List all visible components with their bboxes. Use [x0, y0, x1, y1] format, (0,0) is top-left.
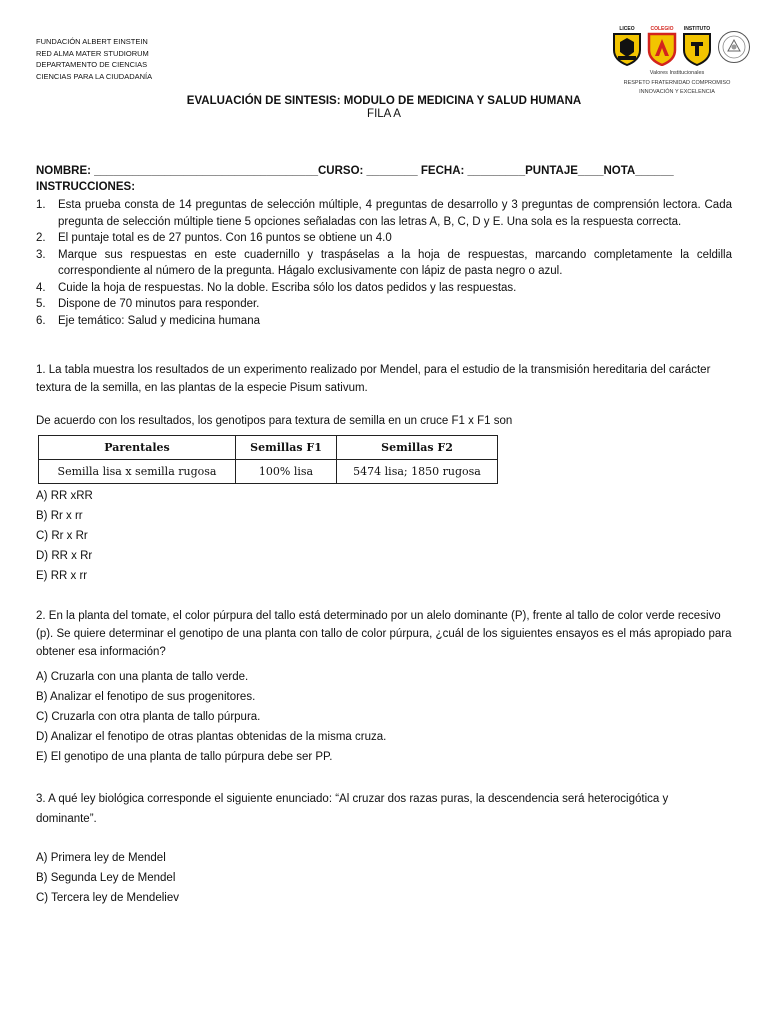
alma-mater-seal	[717, 26, 747, 66]
colegio-shield-icon	[647, 32, 677, 66]
page-title: EVALUACIÓN DE SINTESIS: MODULO DE MEDICINA Y SALUD HUMANA	[186, 95, 582, 107]
page-subtitle: FILA A	[367, 108, 401, 120]
liceo-shield-icon	[612, 32, 642, 66]
question-3-options	[36, 848, 179, 908]
school-logos	[606, 24, 748, 100]
instruction-text: Esta prueba consta de 14 preguntas de selección múltiple, 4 preguntas de desarrollo y 3 preguntas de comprensión lectora. Cada pregunta de selección múltiple tiene 5 opciones señaladas con las letras A, B, C, D y E. Una sola es la respuesta correcta.	[58, 199, 732, 228]
instruction-item	[36, 313, 732, 330]
answer-option: B) Segunda Ley de Mendel	[36, 872, 176, 884]
question-2-options	[36, 667, 386, 767]
answer-option: C) Tercera ley de Mendeliev	[36, 892, 179, 904]
institution-header	[36, 36, 152, 82]
answer-option: D) RR x Rr	[36, 550, 93, 562]
instruction-number: 1.	[36, 199, 46, 211]
instruction-item	[36, 197, 732, 230]
question-3-text: 3. A qué ley biológica corresponde el siguiente enunciado: “Al cruzar dos razas puras, la descendencia será heterocigótica y dominante”.	[36, 793, 669, 825]
answer-option: A) Primera ley de Mendel	[36, 852, 166, 864]
answer-option: B) Rr x rr	[36, 510, 83, 522]
instituto-shield-icon	[682, 32, 712, 66]
answer-option: D) Analizar el fenotipo de otras plantas obtenidas de la misma cruza.	[36, 731, 387, 743]
institution-line: FUNDACIÓN ALBERT EINSTEIN	[36, 37, 148, 46]
instruction-number: 3.	[36, 248, 46, 261]
logo-caption: COLEGIO	[650, 26, 674, 32]
table-row	[39, 460, 498, 484]
instruction-text: Cuide la hoja de respuestas. No la doble. Escriba sólo los datos pedidos y las respuestas.	[58, 281, 517, 294]
logo-caption: INSTITUTO	[683, 26, 711, 32]
student-info-line: NOMBRE: ___________________________________CURSO: ________ FECHA: _________PUNTAJE____NOTA______	[36, 165, 674, 177]
instructions-title: INSTRUCCIONES:	[36, 181, 136, 193]
instruction-item	[36, 247, 732, 280]
answer-option: C) Cruzarla con otra planta de tallo púrpura.	[36, 711, 261, 723]
instruction-item	[36, 230, 732, 247]
values-line: RESPETO FRATERNIDAD COMPROMISO	[623, 79, 731, 86]
table-header-cell: Parentales	[39, 436, 236, 460]
question-1-text: 1. La tabla muestra los resultados de un experimento realizado por Mendel, para el estudio de la transmisión hereditaria del carácter textura de la semilla, en las plantas de la especie Pisum sativum.	[36, 364, 711, 394]
instruction-number: 4.	[36, 281, 46, 294]
mendel-results-table	[38, 435, 498, 484]
institution-line: RED ALMA MATER STUDIORUM	[36, 48, 149, 58]
instruction-number: 2.	[36, 232, 46, 244]
answer-option: A) RR xRR	[36, 490, 93, 502]
instituto-logo	[682, 26, 712, 66]
table-cell: 100% lisa	[236, 460, 337, 484]
instruction-text: Eje temático: Salud y medicina humana	[58, 314, 260, 327]
instruction-item	[36, 280, 732, 297]
institution-line: CIENCIAS PARA LA CIUDADANÍA	[36, 71, 153, 81]
table-cell: 5474 lisa; 1850 rugosa	[337, 460, 498, 484]
table-header-cell: Semillas F2	[337, 436, 498, 460]
values-line: INNOVACIÓN Y EXCELENCIA	[639, 89, 715, 95]
answer-option: A) Cruzarla con una planta de tallo verde.	[36, 671, 249, 683]
table-header-cell: Semillas F1	[236, 436, 337, 460]
instruction-number: 5.	[36, 298, 46, 310]
instruction-text: El puntaje total es de 27 puntos. Con 16 puntos se obtiene un 4.0	[58, 232, 392, 244]
liceo-logo	[612, 26, 642, 66]
answer-option: E) El genotipo de una planta de tallo púrpura debe ser PP.	[36, 751, 333, 763]
colegio-logo	[647, 26, 677, 66]
question-1-intro: De acuerdo con los resultados, los genotipos para textura de semilla en un cruce F1 x F1 son	[36, 415, 513, 427]
instruction-text: Dispone de 70 minutos para responder.	[58, 298, 260, 310]
institution-line: DEPARTAMENTO DE CIENCIAS	[36, 60, 148, 69]
instructions-list	[36, 197, 732, 329]
table-header-row	[39, 436, 498, 460]
answer-option: B) Analizar el fenotipo de sus progenitores.	[36, 691, 256, 703]
answer-option: E) RR x rr	[36, 570, 88, 582]
answer-option: C) Rr x Rr	[36, 530, 88, 542]
instruction-text: Marque sus respuestas en este cuadernillo y traspáselas a la hoja de respuestas, marcando completamente la celdilla correspondiente al número de la pregunta. Hágalo exclusivamente con lápiz de pasta negro o azul.	[58, 248, 732, 277]
question-2-text: 2. En la planta del tomate, el color púrpura del tallo está determinado por un alelo dominante (P), frente al tallo de color verde recesivo (p). Se quiere determinar el genotipo de una planta con tallo de color púrpura, ¿cuál de los siguientes ensayos es el más apropiado para obtener esa información?	[36, 610, 732, 658]
seal-icon	[717, 30, 751, 64]
institutional-values	[606, 69, 748, 98]
values-title: Valores Institucionales	[649, 70, 705, 76]
question-1-options	[36, 486, 93, 586]
instruction-item	[36, 296, 732, 313]
instruction-number: 6.	[36, 314, 46, 327]
logo-caption: LICEO	[619, 26, 635, 32]
table-cell: Semilla lisa x semilla rugosa	[39, 460, 236, 484]
